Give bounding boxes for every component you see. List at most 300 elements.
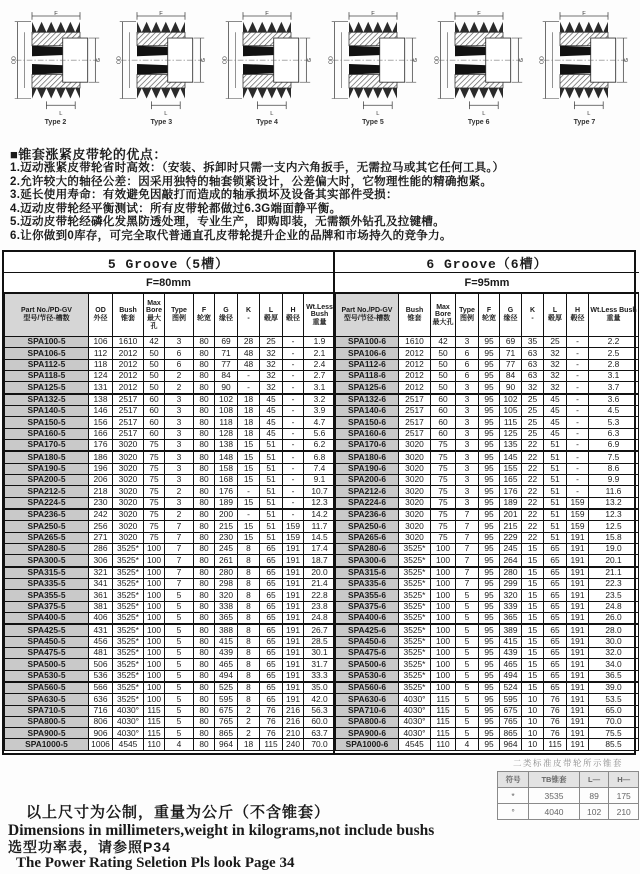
- spec-cell: 65: [544, 555, 567, 567]
- spec-cell: 100: [431, 659, 456, 670]
- spec-cell: 4030°: [113, 728, 144, 739]
- svg-text:F: F: [476, 10, 481, 17]
- spec-cell: 95: [479, 405, 500, 416]
- spec-cell: 76: [544, 728, 567, 739]
- spec-cell: 3: [456, 428, 479, 439]
- spec-cell: 8: [238, 612, 260, 624]
- spec-cell: -: [567, 451, 589, 463]
- spec-cell: 8: [238, 567, 260, 579]
- part-no-cell: SPA450-5: [5, 636, 89, 647]
- part-no-cell: SPA200-5: [5, 474, 89, 485]
- spec-cell: 806: [89, 716, 113, 727]
- part-no-cell: SPA375-6: [336, 601, 399, 612]
- part-no-cell: SPA160-6: [336, 428, 399, 439]
- spec-cell: 3: [456, 451, 479, 463]
- part-no-cell: SPA355-6: [336, 590, 399, 601]
- spec-cell: 80: [194, 636, 215, 647]
- spec-cell: 5: [456, 682, 479, 694]
- spec-cell: 45: [544, 394, 567, 406]
- spec-cell: 19.0: [589, 543, 639, 554]
- spec-cell: 84: [215, 370, 238, 381]
- spec-cell: 22: [522, 532, 544, 543]
- spec-cell: 14.2: [304, 509, 336, 521]
- spec-cell: 65: [260, 694, 283, 705]
- spec-cell: 3.2: [304, 394, 336, 406]
- spec-cell: 4030°: [113, 716, 144, 727]
- spec-cell: -: [238, 382, 260, 394]
- spec-cell: 906: [89, 728, 113, 739]
- svg-text:OD: OD: [540, 56, 547, 65]
- spec-cell: 45: [544, 405, 567, 416]
- spec-cell: 18.7: [304, 555, 336, 567]
- spec-cell: 100: [431, 590, 456, 601]
- part-no-cell: SPA150-6: [336, 417, 399, 428]
- spec-cell: 3: [165, 417, 194, 428]
- spec-cell: 80: [194, 716, 215, 727]
- spec-cell: 3020: [113, 439, 144, 451]
- spec-cell: 191: [567, 624, 589, 636]
- spec-cell: 3020: [113, 463, 144, 474]
- table-row: [336, 705, 639, 716]
- part-no-cell: SPA250-6: [336, 521, 399, 532]
- spec-cell: 80: [194, 532, 215, 543]
- spec-cell: 80: [194, 439, 215, 451]
- spec-cell: 60: [144, 417, 165, 428]
- spec-cell: 3020: [399, 509, 431, 521]
- part-no-cell: SPA125-5: [5, 382, 89, 394]
- spec-cell: 76: [260, 728, 283, 739]
- part-no-cell: SPA1000-6: [336, 739, 399, 751]
- spec-cell: 45: [544, 417, 567, 428]
- spec-cell: 100: [431, 601, 456, 612]
- table-row: [336, 739, 639, 751]
- pulley-cross-section-drawing: [325, 4, 421, 122]
- spec-cell: 23.5: [589, 590, 639, 601]
- spec-cell: 5: [165, 705, 194, 716]
- spec-cell: 3.1: [304, 382, 336, 394]
- spec-cell: 48: [238, 348, 260, 359]
- bush-reference-title: 二类标准皮带轮所示锥套: [512, 758, 623, 768]
- spec-cell: 115: [500, 417, 522, 428]
- table-row: [5, 509, 336, 521]
- table-title-6-groove: 6 Groove（6槽）: [335, 252, 639, 273]
- spec-table-6: [335, 293, 639, 751]
- part-no-cell: SPA400-6: [336, 612, 399, 624]
- spec-cell: 70.0: [589, 716, 639, 727]
- spec-cell: 3020: [399, 439, 431, 451]
- spec-cell: 2517: [113, 394, 144, 406]
- spec-cell: 115: [144, 728, 165, 739]
- spec-cell: 80: [194, 682, 215, 694]
- spec-cell: 7: [165, 578, 194, 589]
- spec-cell: -: [567, 474, 589, 485]
- spec-cell: 51: [544, 497, 567, 509]
- spec-cell: 95: [479, 521, 500, 532]
- spec-cell: 4.7: [304, 417, 336, 428]
- spec-cell: 95: [479, 337, 500, 348]
- spec-cell: 76: [260, 705, 283, 716]
- advantage-item: 5.迈动皮带轮经磷化发黑防透处理，专业生产，即购即装，无需额外钻孔及拉键槽。: [10, 216, 445, 229]
- svg-text:L: L: [58, 110, 62, 117]
- spec-cell: 3525*: [399, 567, 431, 579]
- spec-cell: -: [567, 337, 589, 348]
- spec-cell: 191: [567, 682, 589, 694]
- spec-cell: 431: [89, 624, 113, 636]
- spec-cell: 80: [194, 612, 215, 624]
- spec-cell: 5.6: [304, 428, 336, 439]
- spec-cell: 15: [522, 682, 544, 694]
- spec-cell: 494: [500, 670, 522, 682]
- spec-cell: 51: [260, 509, 283, 521]
- spec-cell: 95: [479, 555, 500, 567]
- spec-cell: 95: [479, 428, 500, 439]
- spec-cell: 51: [260, 463, 283, 474]
- spec-cell: 6: [165, 348, 194, 359]
- table-row: [5, 612, 336, 624]
- spec-cell: 85.5: [589, 739, 639, 751]
- spec-cell: 100: [144, 543, 165, 554]
- svg-text:G: G: [518, 58, 525, 63]
- spec-cell: 8: [238, 601, 260, 612]
- spec-cell: 3525*: [113, 624, 144, 636]
- spec-cell: 65: [260, 601, 283, 612]
- spec-cell: 18: [238, 417, 260, 428]
- spec-cell: 95: [479, 694, 500, 705]
- spec-cell: 100: [144, 567, 165, 579]
- bush-cell: 102: [579, 804, 609, 820]
- part-no-cell: SPA1000-5: [5, 739, 89, 751]
- spec-cell: 124: [89, 370, 113, 381]
- spec-cell: 80: [194, 567, 215, 579]
- spec-cell: 3525*: [399, 612, 431, 624]
- svg-text:G: G: [95, 58, 102, 63]
- spec-cell: 494: [215, 670, 238, 682]
- part-no-cell: SPA425-5: [5, 624, 89, 636]
- spec-cell: 10: [522, 728, 544, 739]
- spec-cell: 186: [89, 451, 113, 463]
- spec-cell: 341: [89, 578, 113, 589]
- spec-cell: 406: [89, 612, 113, 624]
- spec-cell: 3: [165, 428, 194, 439]
- table-row: [5, 716, 336, 727]
- spec-cell: 5: [165, 624, 194, 636]
- spec-cell: 80: [194, 509, 215, 521]
- drawing-type-label: Type 4: [256, 119, 278, 126]
- spec-cell: -: [283, 486, 304, 497]
- spec-cell: 245: [215, 543, 238, 554]
- spec-cell: 65: [544, 624, 567, 636]
- spec-cell: 15: [522, 647, 544, 658]
- spec-cell: 75: [144, 509, 165, 521]
- spec-cell: 7: [456, 567, 479, 579]
- spec-cell: 566: [89, 682, 113, 694]
- spec-cell: 51: [544, 509, 567, 521]
- part-no-cell: SPA375-5: [5, 601, 89, 612]
- spec-cell: 2012: [113, 348, 144, 359]
- spec-cell: 3: [456, 394, 479, 406]
- spec-cell: -: [283, 394, 304, 406]
- spec-cell: 100: [144, 636, 165, 647]
- spec-cell: 30.1: [304, 647, 336, 658]
- spec-cell: 65: [544, 682, 567, 694]
- spec-cell: 2517: [399, 394, 431, 406]
- spec-cell: -: [283, 337, 304, 348]
- spec-cell: 24.8: [589, 601, 639, 612]
- spec-cell: 65: [544, 567, 567, 579]
- spec-cell: 63: [522, 370, 544, 381]
- spec-cell: 3525*: [113, 555, 144, 567]
- spec-cell: 320: [215, 590, 238, 601]
- spec-cell: 3020: [399, 451, 431, 463]
- spec-cell: 2: [238, 728, 260, 739]
- spec-cell: 3: [165, 405, 194, 416]
- spec-cell: 3525*: [113, 694, 144, 705]
- spec-cell: 165: [500, 474, 522, 485]
- spec-cell: 5: [456, 590, 479, 601]
- spec-cell: 65: [544, 659, 567, 670]
- spec-cell: 31.7: [304, 659, 336, 670]
- spec-cell: 6.3: [589, 428, 639, 439]
- spec-cell: 156: [89, 417, 113, 428]
- part-no-cell: SPA140-6: [336, 405, 399, 416]
- part-no-cell: SPA106-5: [5, 348, 89, 359]
- spec-cell: 22: [522, 509, 544, 521]
- table-row: [336, 463, 639, 474]
- spec-cell: 42: [144, 337, 165, 348]
- spec-cell: 595: [500, 694, 522, 705]
- table-row: [5, 370, 336, 381]
- spec-cell: 3020: [399, 474, 431, 485]
- spec-cell: 3: [456, 486, 479, 497]
- spec-cell: 32: [260, 348, 283, 359]
- spec-cell: 25: [522, 394, 544, 406]
- spec-cell: 100: [144, 670, 165, 682]
- table-row: [336, 636, 639, 647]
- table-row: [336, 474, 639, 485]
- spec-cell: 15: [522, 670, 544, 682]
- table-row: [5, 670, 336, 682]
- spec-cell: 90: [215, 382, 238, 394]
- table-row: [5, 474, 336, 485]
- spec-cell: 206: [89, 474, 113, 485]
- spec-cell: 256: [89, 521, 113, 532]
- spec-cell: 15: [238, 532, 260, 543]
- spec-cell: 5: [456, 601, 479, 612]
- spec-cell: 80: [194, 463, 215, 474]
- part-no-cell: SPA170-5: [5, 439, 89, 451]
- spec-cell: 75: [431, 486, 456, 497]
- spec-cell: 77: [215, 359, 238, 370]
- part-no-cell: SPA530-5: [5, 670, 89, 682]
- spec-cell: 201: [500, 509, 522, 521]
- spec-cell: 22: [522, 463, 544, 474]
- spec-cell: 115: [544, 739, 567, 751]
- spec-cell: 271: [89, 532, 113, 543]
- table-row: [336, 670, 639, 682]
- spec-cell: 2.2: [589, 337, 639, 348]
- spec-cell: 148: [215, 451, 238, 463]
- spec-cell: 191: [283, 567, 304, 579]
- table-row: [5, 359, 336, 370]
- spec-cell: 95: [479, 601, 500, 612]
- spec-cell: 2517: [399, 428, 431, 439]
- table-row: [5, 682, 336, 694]
- spec-cell: 51: [544, 521, 567, 532]
- spec-cell: 60.0: [304, 716, 336, 727]
- spec-cell: 280: [500, 567, 522, 579]
- spec-cell: 6: [456, 370, 479, 381]
- advantage-item: 4.迈动皮带轮经平衡测试：所有皮带轮都做过6.3G端面静平衡。: [10, 202, 342, 215]
- advantages-block: [10, 147, 634, 244]
- part-no-cell: SPA160-5: [5, 428, 89, 439]
- spec-cell: 80: [194, 405, 215, 416]
- spec-cell: 50: [144, 382, 165, 394]
- spec-cell: 865: [215, 728, 238, 739]
- spec-cell: 2012: [113, 370, 144, 381]
- spec-cell: 381: [89, 601, 113, 612]
- spec-cell: 80: [194, 590, 215, 601]
- spec-cell: 321: [89, 567, 113, 579]
- spec-cell: 65: [260, 590, 283, 601]
- spec-cell: 95: [479, 463, 500, 474]
- pulley-cross-section-drawing: [536, 4, 632, 122]
- spec-cell: 176: [89, 439, 113, 451]
- part-no-cell: SPA500-5: [5, 659, 89, 670]
- spec-cell: 215: [500, 521, 522, 532]
- spec-cell: 146: [89, 405, 113, 416]
- table-row: [5, 601, 336, 612]
- spec-cell: 102: [500, 394, 522, 406]
- spec-cell: 8: [238, 694, 260, 705]
- spec-cell: 2: [238, 705, 260, 716]
- footer-note-en-dimensions: Dimensions in millimeters,weight in kilograms,not include bushs: [8, 822, 435, 839]
- pulley-drawing-type-4: [218, 4, 317, 126]
- spec-cell: 75: [144, 439, 165, 451]
- spec-cell: 75: [144, 486, 165, 497]
- spec-cell: 10: [522, 716, 544, 727]
- spec-cell: 18: [238, 428, 260, 439]
- spec-cell: 7: [165, 532, 194, 543]
- spec-cell: 2012: [399, 359, 431, 370]
- spec-cell: 6: [456, 359, 479, 370]
- spec-cell: 10: [522, 739, 544, 751]
- spec-cell: 191: [567, 716, 589, 727]
- spec-table-6-groove: [335, 252, 639, 753]
- spec-cell: 191: [567, 694, 589, 705]
- spec-cell: 3020: [113, 474, 144, 485]
- spec-cell: 60: [431, 405, 456, 416]
- spec-cell: 3525*: [399, 659, 431, 670]
- spec-cell: 3525*: [399, 590, 431, 601]
- part-no-cell: SPA236-6: [336, 509, 399, 521]
- spec-cell: 245: [500, 543, 522, 554]
- spec-cell: 100: [144, 555, 165, 567]
- spec-cell: 22: [522, 486, 544, 497]
- spec-cell: 191: [567, 567, 589, 579]
- table-row: [336, 578, 639, 589]
- spec-cell: 264: [500, 555, 522, 567]
- footer-note-cn-dimensions: 以上尺寸为公制，重量为公斤（不含锥套）: [26, 804, 331, 821]
- spec-cell: 108: [215, 405, 238, 416]
- spec-cell: 439: [215, 647, 238, 658]
- spec-cell: 2: [165, 370, 194, 381]
- spec-cell: 7: [456, 578, 479, 589]
- spec-cell: 90: [500, 382, 522, 394]
- spec-cell: 95: [479, 543, 500, 554]
- spec-cell: 51: [544, 474, 567, 485]
- spec-cell: 216: [283, 716, 304, 727]
- spec-cell: 65: [260, 543, 283, 554]
- table-title-5-groove: 5 Groove（5槽）: [4, 252, 333, 273]
- part-no-cell: SPA400-5: [5, 612, 89, 624]
- spec-cell: 45: [544, 428, 567, 439]
- spec-cell: 7: [165, 555, 194, 567]
- spec-cell: 95: [479, 590, 500, 601]
- part-no-cell: SPA100-5: [5, 337, 89, 348]
- spec-cell: 5: [165, 601, 194, 612]
- spec-cell: -: [283, 370, 304, 381]
- spec-cell: 80: [194, 705, 215, 716]
- spec-cell: 80: [194, 359, 215, 370]
- spec-cell: 50: [431, 359, 456, 370]
- part-no-cell: SPA212-5: [5, 486, 89, 497]
- bush-cell: °: [498, 804, 529, 820]
- footer-note-en-power-rating: The Power Rating Seletion Pls look Page 34: [16, 855, 295, 871]
- spec-cell: 28.5: [304, 636, 336, 647]
- spec-cell: 95: [479, 716, 500, 727]
- spec-cell: 2: [165, 509, 194, 521]
- spec-cell: 3525*: [399, 624, 431, 636]
- spec-cell: 102: [215, 394, 238, 406]
- spec-cell: 2517: [113, 405, 144, 416]
- spec-cell: 75: [431, 521, 456, 532]
- bush-cell: 210: [609, 804, 639, 820]
- spec-cell: 80: [194, 670, 215, 682]
- spec-cell: 76: [544, 716, 567, 727]
- spec-cell: 65: [260, 612, 283, 624]
- spec-cell: 95: [479, 567, 500, 579]
- spec-cell: 115: [260, 739, 283, 751]
- spec-cell: 1.9: [304, 337, 336, 348]
- spec-cell: 191: [567, 670, 589, 682]
- spec-cell: 25: [522, 405, 544, 416]
- spec-cell: 216: [283, 705, 304, 716]
- spec-cell: 5: [456, 647, 479, 658]
- spec-cell: 675: [500, 705, 522, 716]
- spec-cell: 3020: [113, 486, 144, 497]
- spec-cell: 5: [456, 694, 479, 705]
- spec-cell: 1610: [399, 337, 431, 348]
- part-no-cell: SPA140-5: [5, 405, 89, 416]
- spec-cell: 5: [456, 612, 479, 624]
- spec-cell: 338: [215, 601, 238, 612]
- spec-cell: 5: [456, 716, 479, 727]
- spec-cell: 20.1: [589, 555, 639, 567]
- spec-cell: 65: [544, 647, 567, 658]
- spec-cell: 3020: [399, 497, 431, 509]
- spec-cell: 80: [194, 451, 215, 463]
- spec-cell: 80: [194, 497, 215, 509]
- spec-cell: 415: [215, 636, 238, 647]
- spec-cell: 110: [431, 739, 456, 751]
- spec-cell: 5: [165, 659, 194, 670]
- spec-cell: 145: [500, 451, 522, 463]
- spec-cell: 18: [238, 394, 260, 406]
- spec-cell: 100: [144, 601, 165, 612]
- spec-cell: 95: [479, 728, 500, 739]
- spec-cell: 7: [456, 521, 479, 532]
- table-row: [5, 659, 336, 670]
